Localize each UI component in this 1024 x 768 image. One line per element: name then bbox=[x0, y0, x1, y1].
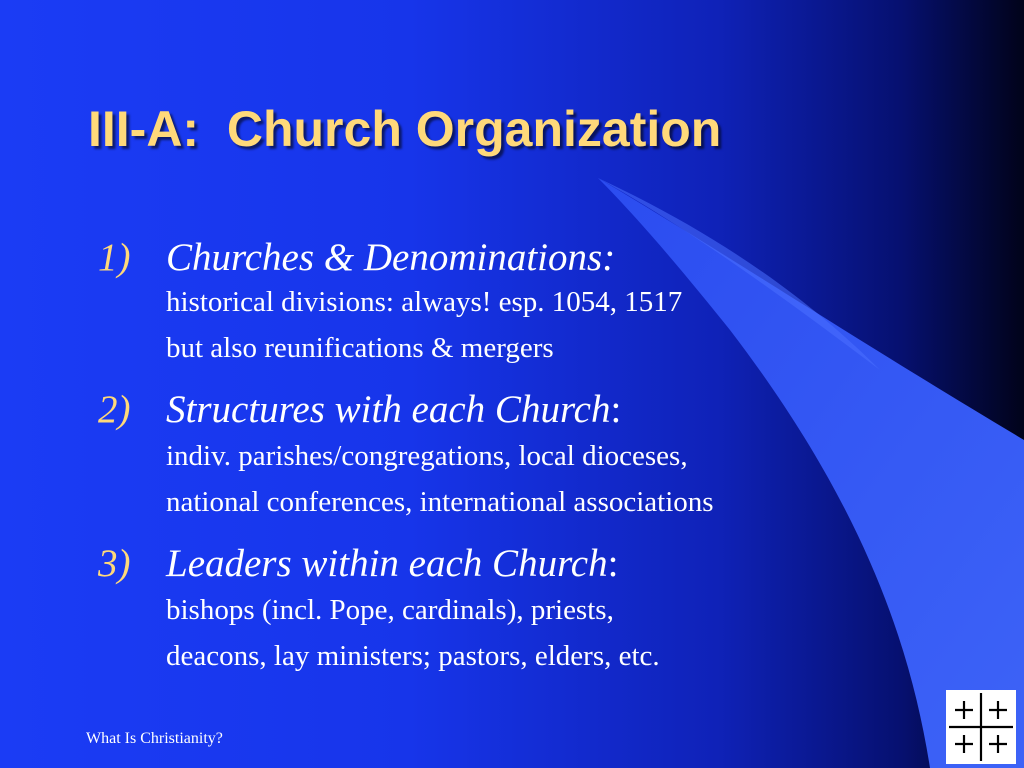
item-heading-text: Structures with each Church bbox=[166, 388, 611, 431]
item-heading bbox=[166, 542, 618, 586]
item-detail-line: national conferences, international associations bbox=[166, 486, 714, 518]
item-detail-line: deacons, lay ministers; pastors, elders, etc. bbox=[166, 640, 660, 672]
slide-title: III-A: Church Organization bbox=[88, 101, 722, 157]
item-heading-text: Churches & Denominations: bbox=[166, 236, 616, 279]
item-detail-line: indiv. parishes/congregations, local dioceses, bbox=[166, 440, 688, 472]
item-detail-line: historical divisions: always! esp. 1054, 1517 bbox=[166, 286, 683, 318]
item-number: 1) bbox=[98, 236, 131, 279]
item-heading-suffix: : bbox=[610, 388, 622, 431]
item-heading bbox=[166, 388, 621, 432]
item-number: 2) bbox=[98, 388, 131, 431]
footer-text: What Is Christianity? bbox=[86, 730, 223, 747]
item-detail-line: bishops (incl. Pope, cardinals), priests, bbox=[166, 594, 614, 626]
four-crosses-icon bbox=[946, 690, 1016, 764]
item-heading bbox=[166, 236, 615, 280]
item-heading-text: Leaders within each Church bbox=[166, 542, 608, 585]
item-number: 3) bbox=[98, 542, 131, 585]
item-detail-line: but also reunifications & mergers bbox=[166, 332, 554, 364]
item-heading-suffix: : bbox=[607, 542, 619, 585]
